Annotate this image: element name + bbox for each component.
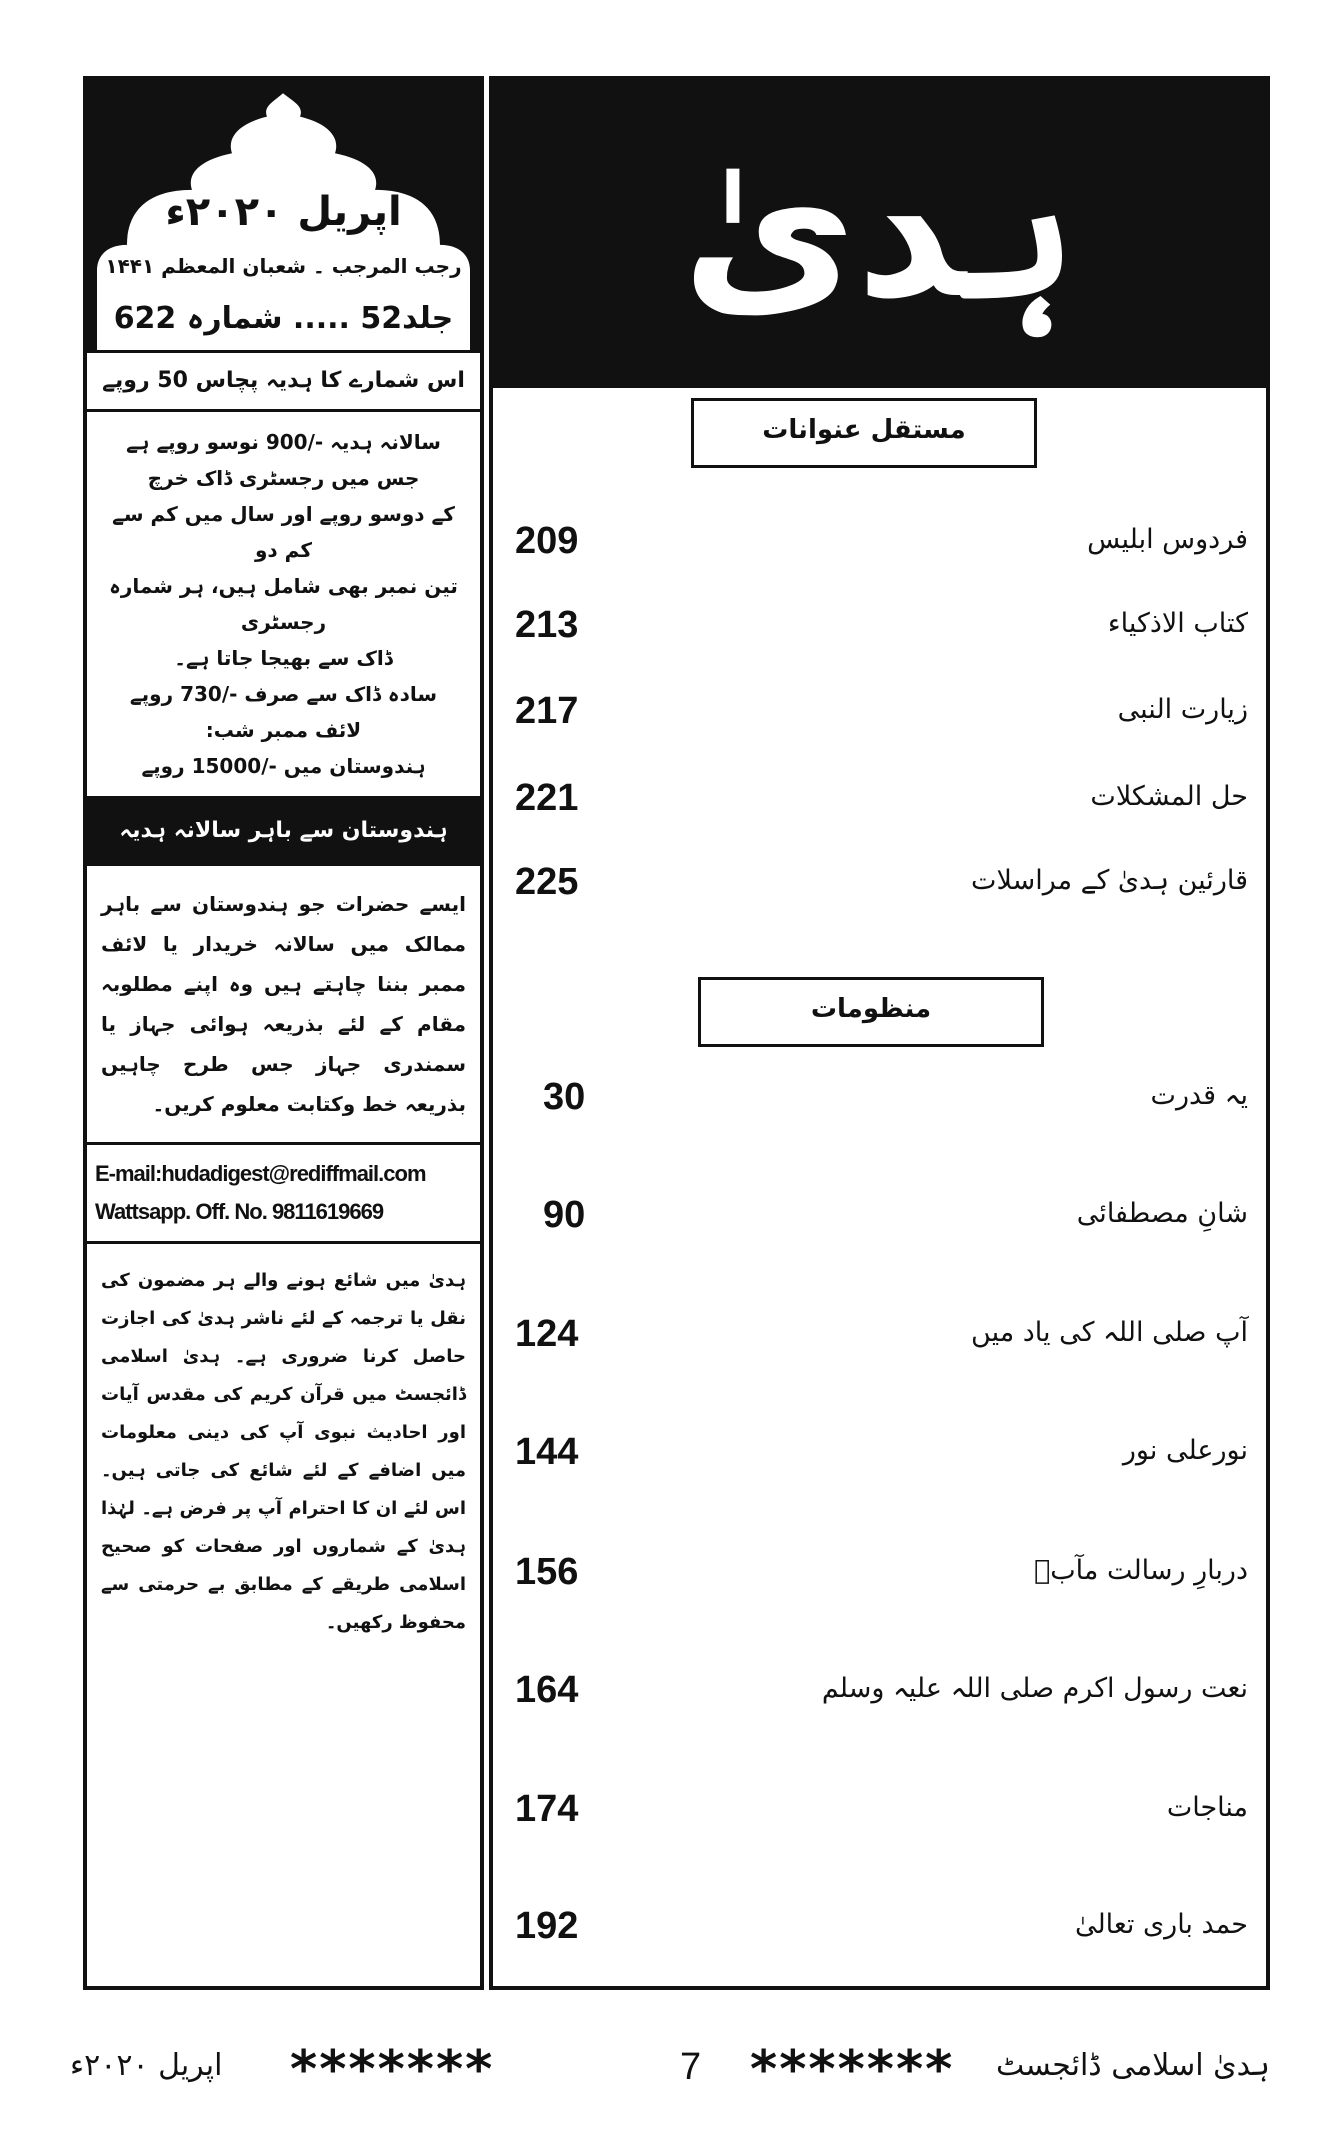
subscription-line: سالانہ ہدیہ -/900 نوسو روپے ہے [126, 430, 441, 454]
toc-page-number: 124 [515, 1313, 579, 1355]
footer-stars-right: ******* [750, 2040, 955, 2100]
volume-issue: جلد52 ..... شمارہ 622 [113, 301, 454, 336]
toc-entry-title[interactable]: حل المشکلات [1090, 781, 1248, 812]
toc-entry-title[interactable]: کتاب الاذکیاء [1107, 608, 1248, 639]
poems-heading: منظومات [698, 977, 1044, 1047]
toc-page-number: 192 [515, 1905, 579, 1947]
toc-entry-title[interactable]: قارئین ہدیٰ کے مراسلات [971, 865, 1248, 896]
subscription-line: تین نمبر بھی شامل ہیں، ہر شمارہ رجسٹری [109, 574, 458, 634]
toc-entry-title[interactable]: یہ قدرت [1150, 1080, 1248, 1111]
toc-entry-title[interactable]: زیارت النبی [1117, 694, 1248, 725]
info-column [83, 76, 484, 1990]
copyright-notice: ہدیٰ میں شائع ہونے والے ہر مضمون کی نقل یا ترجمہ کے لئے ناشر ہدیٰ کی اجازت حاصل کرنا ضروری ہے۔ ہدیٰ اسلامی ڈائجسٹ میں قرآن کریم کی مقدس آیات اور احادیث نبوی آپ کی دینی معلومات میں اضافے کے لئے شائع کی جاتی ہیں۔ اس لئے ان کا احترام آپ پر فرض ہے۔ لہٰذا ہدیٰ کے شماروں اور صفحات کو صحیح اسلامی طریقے کے مطابق بے حرمتی سے محفوظ رکھیں۔ [101, 1270, 466, 1633]
subscription-line: جس میں رجسٹری ڈاک خرچ [147, 466, 420, 490]
issue-info-panel [87, 80, 480, 412]
contact-panel [87, 1145, 480, 1244]
footer-date: اپریل ۲۰۲۰ء [70, 2048, 223, 2083]
toc-page-number: 144 [515, 1431, 579, 1473]
toc-page-number: 164 [515, 1669, 579, 1711]
toc-page-number: 30 [543, 1076, 586, 1118]
contact-email[interactable]: E-mail:hudadigest@rediffmail.com [95, 1161, 426, 1186]
subscription-line: ہندوستان میں -/15000 روپے [141, 754, 426, 778]
toc-entry-title[interactable]: حمد باری تعالیٰ [1074, 1909, 1248, 1940]
subscription-line: کے دوسو روپے اور سال میں کم سے کم دو [112, 502, 455, 562]
toc-page-number: 90 [543, 1194, 586, 1236]
contents-column [489, 76, 1270, 1990]
regular-columns-heading: مستقل عنوانات [691, 398, 1037, 468]
toc-page-number: 213 [515, 604, 579, 646]
toc-page-number: 221 [515, 777, 579, 819]
toc-entry-title[interactable]: شانِ مصطفائی [1076, 1198, 1248, 1229]
toc-page-number: 225 [515, 861, 579, 903]
hijri-date: رجب المرجب ۔ شعبان المعظم ۱۴۴۱ [105, 254, 462, 278]
toc-entry-title[interactable]: نورعلی نور [1122, 1435, 1248, 1466]
toc-entry-title[interactable]: نعت رسول اکرم صلی اللہ علیہ وسلم [821, 1673, 1248, 1704]
footer-publication: ہدیٰ اسلامی ڈائجسٹ [996, 2048, 1270, 2083]
toc-page-number: 209 [515, 520, 579, 562]
masthead-logo: ہدیٰ [493, 80, 1266, 388]
subscription-line: سادہ ڈاک سے صرف -/730 روپے [129, 682, 438, 706]
issue-price: اس شمارے کا ہدیہ پچاس 50 روپے [87, 350, 480, 409]
overseas-heading: ہندوستان سے باہر سالانہ ہدیہ [87, 799, 480, 866]
toc-page-number: 174 [515, 1788, 579, 1830]
toc-entry-title[interactable]: مناجات [1166, 1792, 1248, 1823]
footer-page-number: 7 [680, 2046, 702, 2088]
toc-entry-title[interactable]: آپ صلی اللہ کی یاد میں [971, 1317, 1248, 1348]
toc-page-number: 217 [515, 690, 579, 732]
subscription-line: ڈاک سے بھیجا جاتا ہے۔ [174, 646, 393, 670]
page-footer [70, 2040, 1270, 2110]
issue-month-year: اپریل ۲۰۲۰ء [165, 189, 402, 235]
toc-page-number: 156 [515, 1551, 579, 1593]
subscription-panel [87, 412, 480, 799]
footer-stars-left: ******* [290, 2040, 495, 2100]
overseas-text: ایسے حضرات جو ہندوستان سے باہر ممالک میں سالانہ خریدار یا لائف ممبر بننا چاہتے ہیں وہ اپنے مطلوبہ مقام کے لئے بذریعہ ہوائی جہاز یا سمندری جہاز جس طرح چاہیں بذریعہ خط وکتابت معلوم کریں۔ [87, 866, 480, 1145]
toc-entry-title[interactable]: دربارِ رسالت مآبؐ [1034, 1555, 1248, 1586]
toc-entry-title[interactable]: فردوس ابلیس [1087, 524, 1248, 555]
subscription-line: لائف ممبر شب: [205, 718, 362, 742]
contact-whatsapp: Wattsapp. Off. No. 9811619669 [95, 1199, 384, 1224]
